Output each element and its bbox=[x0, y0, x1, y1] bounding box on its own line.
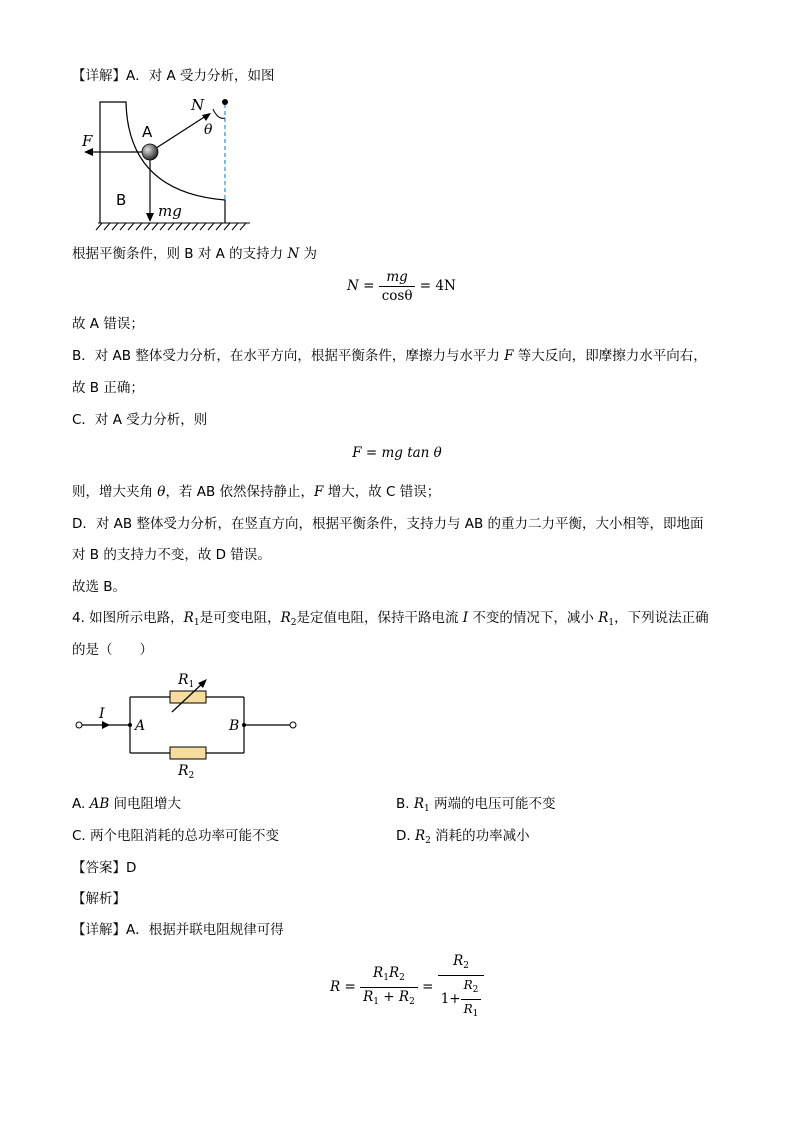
equation-parallel: R = $\frac{R_1R_2}{R_1 + R_2}$ = $R_2$ 1+ $\frac{R_2}{R_1}$ bbox=[330, 952, 484, 1023]
d-line-2: 对 B 的支持力不变，故 D 错误。 bbox=[72, 547, 271, 563]
label-n: N bbox=[191, 96, 205, 114]
label-b: B bbox=[116, 191, 127, 209]
ball-a bbox=[142, 144, 158, 160]
circuit-diagram bbox=[72, 670, 302, 785]
equation-f: F = mg tan θ bbox=[352, 445, 442, 461]
label-node-a: A bbox=[135, 718, 146, 734]
c-line: C．对 A 受力分析，则 bbox=[72, 412, 208, 428]
label-a: A bbox=[142, 123, 153, 141]
theta-arc bbox=[213, 109, 225, 118]
b-line-2: 故 B 正确； bbox=[72, 380, 144, 396]
option-c[interactable]: C. 两个电阻消耗的总功率可能不变 bbox=[72, 828, 280, 844]
current-arrow bbox=[102, 721, 110, 729]
force-n-arrow bbox=[150, 114, 209, 152]
a-wrong: 故 A 错误； bbox=[72, 316, 144, 332]
force-diagram bbox=[70, 92, 260, 232]
question-4-line-2: 的是（ ） bbox=[72, 642, 153, 658]
node-a bbox=[128, 723, 132, 727]
terminal-left bbox=[76, 722, 82, 728]
equation-n: N = $\frac{mg}{\cos\theta}$ = 4N bbox=[347, 269, 456, 304]
detail-a-intro: 【详解】A．对 A 受力分析，如图 bbox=[72, 68, 275, 84]
balance-text: 根据平衡条件，则 B 对 A 的支持力 N 为 bbox=[72, 246, 318, 262]
analysis: 【解析】 bbox=[72, 891, 126, 907]
ground-hatch bbox=[96, 223, 250, 230]
c-result: 则，增大夹角 θ，若 AB 依然保持静止，F 增大，故 C 错误； bbox=[72, 484, 441, 500]
node-b bbox=[242, 723, 246, 727]
option-a[interactable]: A. AB 间电阻增大 bbox=[72, 796, 182, 812]
detail-a2: 【详解】A．根据并联电阻规律可得 bbox=[72, 922, 284, 938]
label-f: F bbox=[82, 132, 93, 150]
terminal-right bbox=[290, 722, 296, 728]
b-line-1: B．对 AB 整体受力分析，在水平方向，根据平衡条件，摩擦力与水平力 F 等大反向，即摩擦力水平向右， bbox=[72, 348, 707, 364]
label-theta: θ bbox=[204, 122, 213, 138]
answer: 【答案】D bbox=[72, 860, 137, 876]
label-r1: $R_1$ bbox=[178, 672, 195, 690]
question-4-line-1: 4. 如图所示电路，$R_1$是可变电阻，$R_2$是定值电阻，保持干路电流 I 不变的情况下，减小 $R_1$，下列说法正确 bbox=[72, 610, 709, 628]
choose-b: 故选 B。 bbox=[72, 579, 127, 595]
label-mg: mg bbox=[158, 202, 182, 220]
d-line-1: D．对 AB 整体受力分析，在竖直方向，根据平衡条件，支持力与 AB 的重力二力平衡，大小相等，即地面 bbox=[72, 516, 704, 532]
option-d[interactable]: D. $R_2$ 消耗的功率减小 bbox=[396, 828, 530, 846]
label-node-b: B bbox=[229, 718, 240, 734]
pivot-dot bbox=[222, 99, 228, 105]
resistor-r2 bbox=[170, 747, 206, 759]
option-b[interactable]: B. $R_1$ 两端的电压可能不变 bbox=[396, 796, 556, 814]
label-r2: $R_2$ bbox=[178, 763, 195, 781]
label-i: I bbox=[99, 706, 105, 722]
